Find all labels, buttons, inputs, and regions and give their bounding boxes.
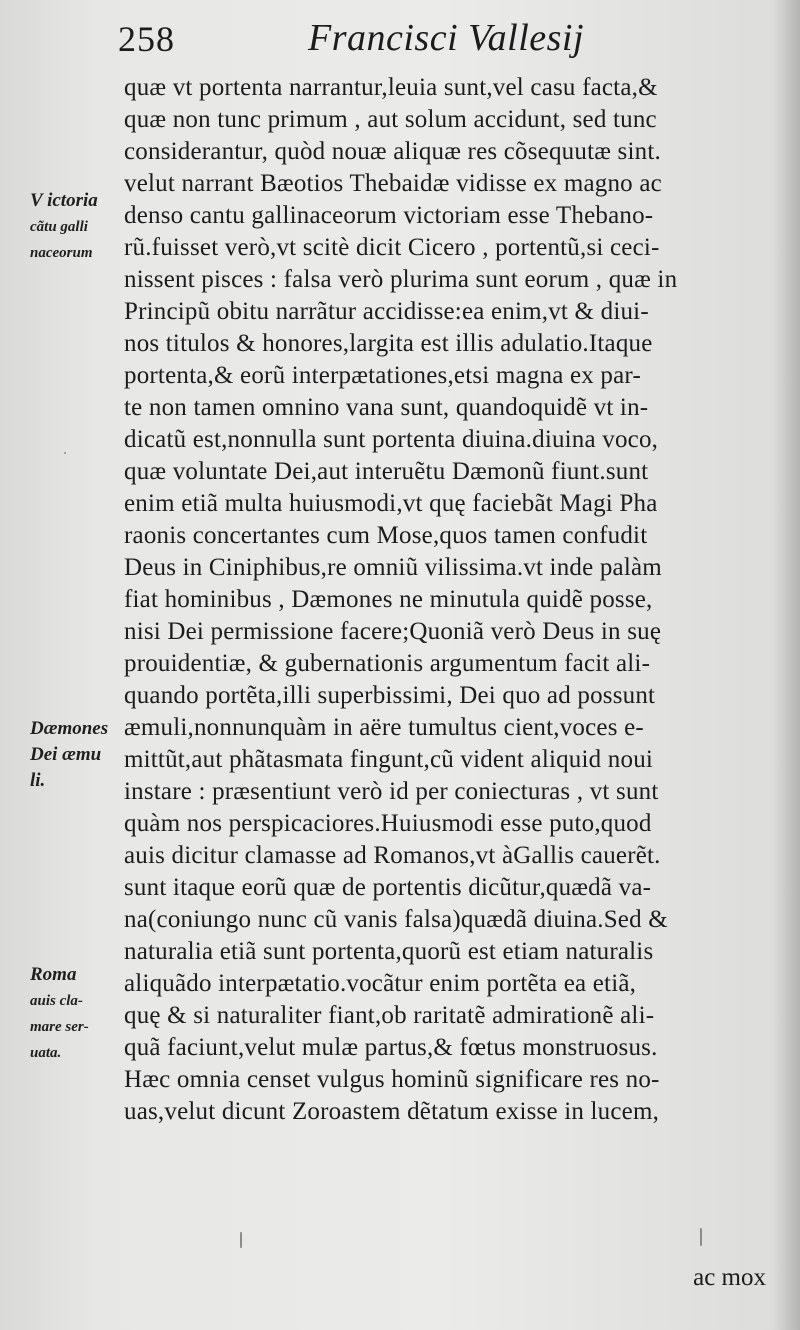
text-line: nisi Dei permissione facere;Quoniã verò Deus in suę bbox=[124, 618, 662, 645]
marginal-note-line: li. bbox=[30, 770, 46, 791]
gutter-shadow bbox=[772, 0, 800, 1330]
marginal-note-line: Dei æmu bbox=[30, 744, 102, 765]
text-line: prouidentiæ, & gubernationis argumentum facit ali- bbox=[124, 650, 651, 677]
text-line: velut narrant Bæotios Thebaidæ vidisse ex magno ac bbox=[124, 170, 662, 197]
marginal-note-roma bbox=[30, 962, 89, 1066]
body-text bbox=[124, 72, 774, 1128]
marginal-note-line: V ictoria bbox=[30, 190, 98, 211]
text-line: considerantur, quòd nouæ aliquæ res cõsequutæ sint. bbox=[124, 138, 661, 165]
text-line: quæ non tunc primum , aut solum accidunt, sed tunc bbox=[124, 106, 657, 133]
text-line: Deus in Ciniphibus,re omniũ vilissima.vt inde palàm bbox=[124, 554, 662, 581]
text-line: enim etiã multa huiusmodi,vt quę faciebãt Magi Pha bbox=[124, 490, 658, 517]
page-number: 258 bbox=[118, 19, 175, 59]
text-line: nos titulos & honores,largita est illis adulatio.Itaque bbox=[124, 330, 653, 357]
marginal-note-line: cãtu galli bbox=[30, 219, 88, 235]
catchword: ac mox bbox=[693, 1264, 766, 1291]
text-line: naturalia etiã sunt portenta,quorũ est etiam naturalis bbox=[124, 938, 654, 965]
text-line: fiat hominibus , Dæmones ne minutula quidẽ posse, bbox=[124, 586, 653, 613]
text-line: uas,velut dicunt Zoroastem dẽtatum exisse in lucem, bbox=[124, 1098, 660, 1125]
marginal-note-line: naceorum bbox=[30, 245, 93, 261]
running-head: Francisci Vallesij bbox=[308, 17, 585, 59]
text-line: æmuli,nonnunquàm in aëre tumultus cient,voces e- bbox=[124, 714, 644, 741]
text-line: instare : præsentiunt verò id per coniecturas , vt sunt bbox=[124, 778, 659, 805]
text-line: raonis concertantes cum Mose,quos tamen confudit bbox=[124, 522, 648, 549]
page-header bbox=[118, 10, 678, 70]
marginal-note-line: Dæmones bbox=[30, 718, 109, 739]
marginal-note-line: mare ser- bbox=[30, 1019, 89, 1035]
text-line: dicatũ est,nonnulla sunt portenta diuina.diuina voco, bbox=[124, 426, 659, 453]
text-line: quã faciunt,velut mulæ partus,& fœtus monstruosus. bbox=[124, 1034, 658, 1061]
marginal-note-line: Roma bbox=[30, 964, 77, 985]
text-line: quando portẽta,illi superbissimi, Dei quo ad possunt bbox=[124, 682, 656, 709]
text-line: rũ.fuisset verò,vt scitè dicit Cicero , portentũ,si ceci- bbox=[124, 234, 660, 261]
text-line: auis dicitur clamasse ad Romanos,vt àGallis cauerẽt. bbox=[124, 842, 661, 869]
text-line: Principũ obitu narrãtur accidisse:ea enim,vt & diui- bbox=[124, 298, 649, 325]
marginal-note-daemones bbox=[30, 716, 108, 794]
ink-speck bbox=[700, 1228, 702, 1246]
text-line: quàm nos perspicaciores.Huiusmodi esse puto,quod bbox=[124, 810, 652, 837]
ink-speck bbox=[64, 452, 66, 454]
ink-speck bbox=[240, 1232, 242, 1248]
text-line: portenta,& eorũ interpætationes,etsi magna ex par- bbox=[124, 362, 641, 389]
text-line: sunt itaque eorũ quæ de portentis dicũtur,quædã va- bbox=[124, 874, 652, 901]
text-line: denso cantu gallinaceorum victoriam esse Thebano- bbox=[124, 202, 654, 229]
text-line: na(coniungo nunc cũ vanis falsa)quædã diuina.Sed & bbox=[124, 906, 668, 933]
text-line: quæ vt portenta narrantur,leuia sunt,vel casu facta,& bbox=[124, 74, 658, 101]
marginal-note-line: uata. bbox=[30, 1045, 62, 1061]
text-line: mittũt,aut phãtasmata fingunt,cũ vident aliquid noui bbox=[124, 746, 654, 773]
text-line: quę & si naturaliter fiant,ob raritatẽ admirationẽ ali- bbox=[124, 1002, 655, 1029]
text-line: quæ voluntate Dei,aut interuẽtu Dæmonũ fiunt.sunt bbox=[124, 458, 649, 485]
marginal-note-victoria bbox=[30, 188, 98, 266]
text-line: te non tamen omnino vana sunt, quandoquidẽ vt in- bbox=[124, 394, 649, 421]
marginal-note-line: auis cla- bbox=[30, 993, 83, 1009]
text-line: nissent pisces : falsa verò plurima sunt eorum , quæ in bbox=[124, 266, 678, 293]
text-line: Hæc omnia censet vulgus hominũ significare res no- bbox=[124, 1066, 660, 1093]
text-line: aliquãdo interpætatio.vocãtur enim portẽta ea etiã, bbox=[124, 970, 637, 997]
